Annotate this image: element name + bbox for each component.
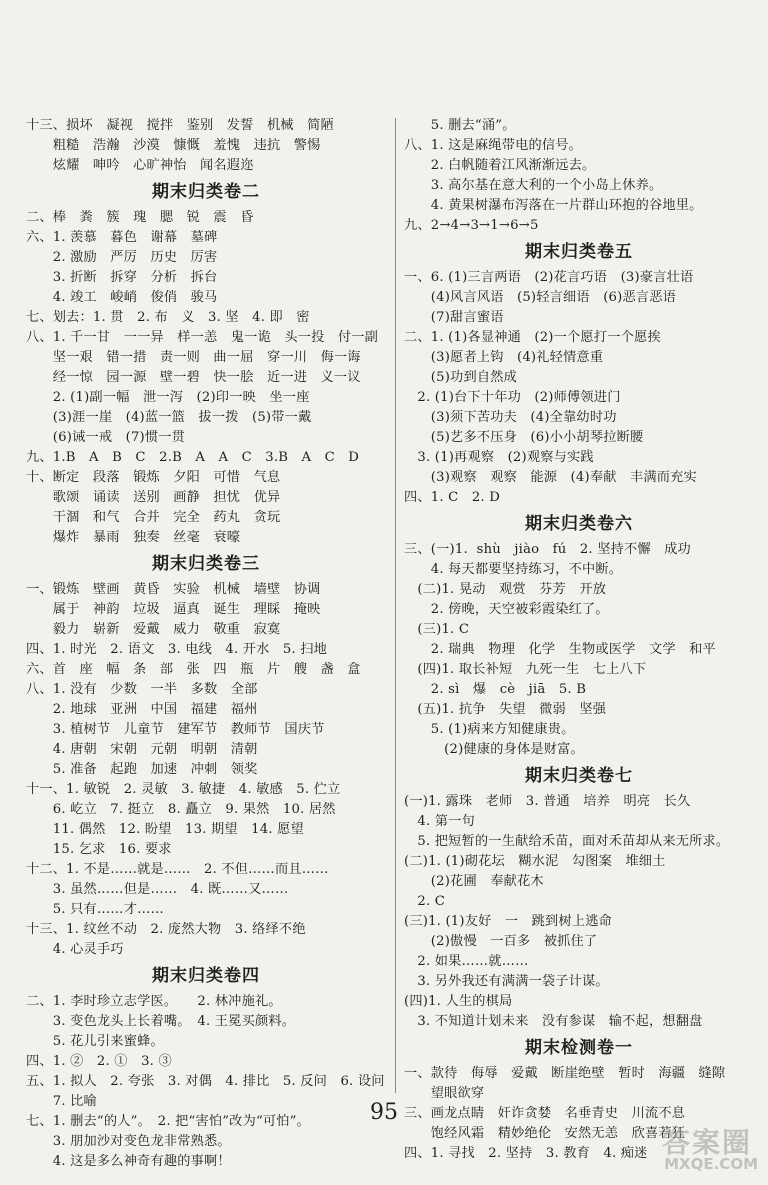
answer-line: 2. 白帆随着江风渐渐远去。 xyxy=(404,158,596,173)
answer-line: (2)傲慢 一百多 被抓住了 xyxy=(404,934,598,949)
answer-line: 属于 神韵 垃圾 逼真 诞生 理睬 掩映 xyxy=(26,602,321,617)
answer-line: 一、锻炼 壁画 黄昏 实验 机械 墙壁 协调 xyxy=(26,582,321,597)
section-heading: 期末检测卷一 xyxy=(525,1038,633,1058)
answer-line: 5. (1)病来方知健康贵。 xyxy=(404,722,575,737)
answer-line: 干涸 和气 合并 完全 药丸 贪玩 xyxy=(26,510,281,525)
answer-line: 七、1. 删去“的人”。 2. 把“害怕”改为“可怕”。 xyxy=(26,1114,310,1129)
answer-line: (7)甜言蜜语 xyxy=(404,310,504,325)
answer-line: 四、1. C 2. D xyxy=(404,490,500,505)
section-heading: 期末归类卷二 xyxy=(152,182,260,202)
answer-line: 2. sì 爆 cè jiā 5. B xyxy=(404,682,587,697)
answer-line: 四、1. 时光 2. 语文 3. 电线 4. 开水 5. 扫地 xyxy=(26,642,328,657)
answer-line: 饱经风霜 精妙绝伦 安然无恙 欣喜若狂 xyxy=(404,1126,686,1141)
answer-line: 3. 虽然……但是…… 4. 既……又…… xyxy=(26,882,289,897)
answer-line: (一)1. 露珠 老师 3. 普通 培养 明亮 长久 xyxy=(404,794,691,809)
answer-line: 粗糙 浩瀚 沙漠 慷慨 羞愧 违抗 警惕 xyxy=(26,138,321,153)
answer-line: 5. 只有……才…… xyxy=(26,902,164,917)
answer-line: 3. 另外我还有满满一袋子计谋。 xyxy=(404,974,609,989)
left-column xyxy=(26,116,386,1172)
answer-line: 3. 朋加沙对变色龙非常熟悉。 xyxy=(26,1134,231,1149)
answer-line: 三、(一)1. shù jiào fú 2. 坚持不懈 成功 xyxy=(404,542,691,557)
answer-line: 15. 乞求 16. 要求 xyxy=(26,842,172,857)
answer-line: (五)1. 抗争 失望 微弱 坚强 xyxy=(404,702,607,717)
answer-line: 九、1.B A B C 2.B A A C 3.B A C D xyxy=(26,450,360,465)
answer-line: 4. 唐朝 宋朝 元朝 明朝 清朝 xyxy=(26,742,258,757)
answer-line: (4)风言风语 (5)轻言细语 (6)恶言恶语 xyxy=(404,290,677,305)
answer-line: (四)1. 取长补短 九死一生 七上八下 xyxy=(404,662,647,677)
answer-line: 一、款待 侮辱 爱戴 断崖绝壁 暂时 海疆 缝隙 xyxy=(404,1066,726,1081)
answer-line: 5. 花儿引来蜜蜂。 xyxy=(26,1034,164,1049)
answer-line: 3. 折断 拆穿 分析 拆台 xyxy=(26,270,218,285)
answer-line: 4. 黄果树瀑布泻落在一片群山环抱的谷地里。 xyxy=(404,198,703,213)
section-heading: 期末归类卷三 xyxy=(152,554,260,574)
answer-line: (二)1. 晃动 观赏 芬芳 开放 xyxy=(404,582,607,597)
answer-line: 十三、1. 纹丝不动 2. 庞然大物 3. 络绎不绝 xyxy=(26,922,306,937)
answer-line: 八、1. 这是麻绳带电的信号。 xyxy=(404,138,583,153)
section-heading: 期末归类卷四 xyxy=(152,966,260,986)
answer-line: 3. (1)再观察 (2)观察与实践 xyxy=(404,450,594,465)
answer-line: 4. 这是多么神奇有趣的事啊！ xyxy=(26,1154,231,1169)
answer-line: 炫耀 呻吟 心旷神怡 闻名遐迩 xyxy=(26,158,254,173)
answer-line: 2. C xyxy=(404,894,446,909)
answer-line: 6. 屹立 7. 挺立 8. 矗立 9. 果然 10. 居然 xyxy=(26,802,336,817)
answer-line: 4. 每天都要坚持练习，不中断。 xyxy=(404,562,623,577)
answer-line: 3. 植树节 儿童节 建军节 教师节 国庆节 xyxy=(26,722,325,737)
answer-line: 五、1. 拟人 2. 夸张 3. 对偶 4. 排比 5. 反问 6. 设问 xyxy=(26,1074,385,1089)
answer-line: 2. (1)台下十年功 (2)师傅领进门 xyxy=(404,390,621,405)
answer-line: 一、6. (1)三言两语 (2)花言巧语 (3)豪言壮语 xyxy=(404,270,694,285)
watermark-url: MXQE.COM xyxy=(664,1155,758,1173)
section-heading: 期末归类卷七 xyxy=(525,766,633,786)
answer-line: 2. 傍晚，天空被彩霞染红了。 xyxy=(404,602,609,617)
column-divider xyxy=(395,118,396,1093)
answer-line: 4. 竣工 峻峭 俊俏 骏马 xyxy=(26,290,218,305)
answer-line: 4. 第一句 xyxy=(404,814,475,829)
answer-line: 六、1. 羡慕 暮色 谢幕 墓碑 xyxy=(26,230,218,245)
answer-line: 八、1. 没有 少数 一半 多数 全部 xyxy=(26,682,258,697)
answer-line: 二、1. (1)各显神通 (2)一个愿打一个愿挨 xyxy=(404,330,661,345)
answer-line: (三)1. C xyxy=(404,622,470,637)
answer-line: 2. 如果……就…… xyxy=(404,954,529,969)
answer-line: 3. 高尔基在意大利的一个小岛上休养。 xyxy=(404,178,663,193)
answer-line: 七、划去：1. 贯 2. 布 义 3. 坚 4. 即 密 xyxy=(26,310,310,325)
section-heading: 期末归类卷六 xyxy=(525,514,633,534)
answer-line: 2. 激励 严厉 历史 厉害 xyxy=(26,250,218,265)
answer-line: 5. 准备 起跑 加速 冲刺 领奖 xyxy=(26,762,258,777)
answer-line: 4. 心灵手巧 xyxy=(26,942,124,957)
answer-line: (2)花圃 奉献花木 xyxy=(404,874,544,889)
answer-line: (3)观察 观察 能源 (4)奉献 丰满而充实 xyxy=(404,470,697,485)
answer-line: 2. (1)副一幅 泄一泻 (2)印一映 坐一座 xyxy=(26,390,310,405)
answer-line: (5)功到自然成 xyxy=(404,370,517,385)
answer-line: 六、首 座 幅 条 部 张 四 瓶 片 艘 盏 盒 xyxy=(26,662,361,677)
page-number: 95 xyxy=(370,1100,398,1125)
answer-line: (5)艺多不压身 (6)小小胡琴拉断腰 xyxy=(404,430,644,445)
answer-line: 7. 比喻 xyxy=(26,1094,97,1109)
answer-line: 3. 变色龙头上长着嘴。 4. 王冕买颜料。 xyxy=(26,1014,296,1029)
answer-line: 八、1. 千一甘 一一异 样一恙 鬼一诡 头一投 付一副 xyxy=(26,330,379,345)
answer-line: 二、棒 粪 簇 瑰 腮 锐 震 昏 xyxy=(26,210,254,225)
answer-line: 歌颂 诵读 送别 画静 担忧 优异 xyxy=(26,490,281,505)
answer-line: 爆炸 暴雨 独奏 丝毫 衰嚎 xyxy=(26,530,241,545)
answer-line: 5. 把短暂的一生献给禾苗，面对禾苗却从来无所求。 xyxy=(404,834,730,849)
answer-line: (3)须下苦功夫 (4)全靠幼时功 xyxy=(404,410,617,425)
answer-line: 2. 瑞典 物理 化学 生物或医学 文学 和平 xyxy=(404,642,716,657)
answer-line: 11. 偶然 12. 盼望 13. 期望 14. 愿望 xyxy=(26,822,304,837)
answer-line: 望眼欲穿 xyxy=(404,1086,485,1101)
section-heading: 期末归类卷五 xyxy=(525,242,633,262)
answer-line: (三)1. (1)友好 一 跳到树上逃命 xyxy=(404,914,612,929)
answer-line: 四、1. ② 2. ① 3. ③ xyxy=(26,1054,172,1069)
answer-line: 十二、1. 不是……就是…… 2. 不但……而且…… xyxy=(26,862,329,877)
answer-line: (3)涯一崖 (4)蓝一篮 拔一拨 (5)带一戴 xyxy=(26,410,312,425)
answer-line: 十三、损坏 凝视 搅拌 鉴别 发誓 机械 简陋 xyxy=(26,118,334,133)
answer-line: 5. 删去“涌”。 xyxy=(404,118,516,133)
answer-line: 三、画龙点睛 奸诈贪婪 名垂青史 川流不息 xyxy=(404,1106,686,1121)
watermark-text: 答案圈 xyxy=(661,1126,752,1159)
answer-line: (3)愿者上钩 (4)礼轻情意重 xyxy=(404,350,604,365)
answer-line: 九、2→4→3→1→6→5 xyxy=(404,218,539,233)
answer-line: 四、1. 寻找 2. 坚持 3. 教育 4. 痴迷 xyxy=(404,1146,648,1161)
answer-line: (四)1. 人生的棋局 xyxy=(404,994,513,1009)
answer-line: 十一、1. 敏锐 2. 灵敏 3. 敏捷 4. 敏感 5. 伫立 xyxy=(26,782,341,797)
answer-line: (2)健康的身体是财富。 xyxy=(404,742,584,757)
answer-line: 二、1. 李时珍立志学医。 2. 林冲施礼。 xyxy=(26,994,282,1009)
answer-line: 经一惊 园一源 壁一碧 快一脍 近一进 义一议 xyxy=(26,370,361,385)
answer-line: 2. 地球 亚洲 中国 福建 福州 xyxy=(26,702,258,717)
right-column xyxy=(404,116,754,1164)
answer-line: (二)1. (1)砌花坛 糊水泥 勾图案 堆细土 xyxy=(404,854,666,869)
answer-line: 3. 不知道计划未来 没有参谋 输不起，想翻盘 xyxy=(404,1014,703,1029)
answer-line: 毅力 崭新 爱戴 威力 敬重 寂寞 xyxy=(26,622,281,637)
watermark-logo xyxy=(632,1121,762,1177)
answer-line: 十、断定 段落 锻炼 夕阳 可惜 气息 xyxy=(26,470,281,485)
answer-line: 坚一艰 错一措 责一则 曲一屈 穿一川 侮一诲 xyxy=(26,350,361,365)
answer-line: (6)诫一戒 (7)惯一贯 xyxy=(26,430,186,445)
